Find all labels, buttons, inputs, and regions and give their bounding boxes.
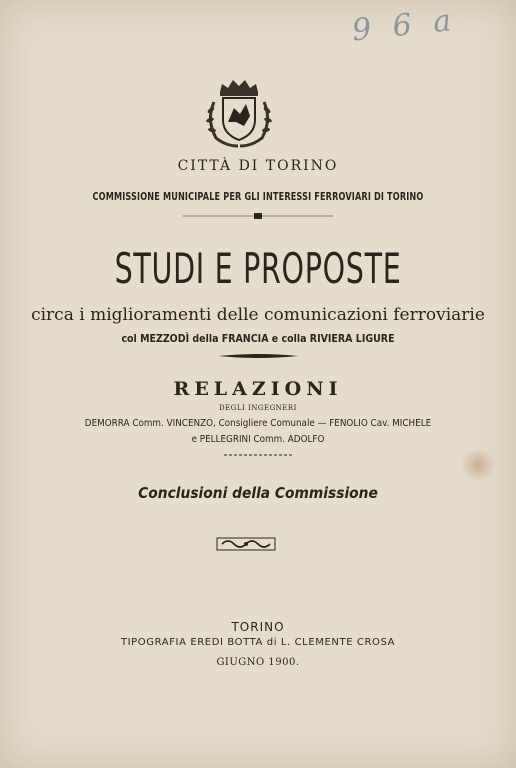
engineers-label: DEGLI INGEGNERI (219, 404, 297, 412)
subtitle-secondary: col MEZZODÌ della FRANCIA e colla RIVIERA LIGURE (121, 332, 395, 345)
imprint-printer: TIPOGRAFIA EREDI BOTTA di L. CLEMENTE CROSA (120, 637, 396, 648)
ornamental-divider-icon (216, 534, 276, 554)
commission-heading: COMMISSIONE MUNICIPALE PER GLI INTERESSI FERROVIARI DI TORINO (92, 190, 424, 203)
conclusions-heading: Conclusioni della Commissione (138, 484, 378, 502)
ornamental-divider-icon (224, 452, 292, 458)
authors-line-1: DEMORRA Comm. VINCENZO, Consigliere Comunale — FENOLIO Cav. MICHELE (84, 418, 432, 429)
ornamental-divider-icon (183, 212, 333, 220)
city-heading: CITTÀ DI TORINO (177, 158, 339, 174)
imprint-place: TORINO (231, 620, 285, 634)
imprint-date: GIUGNO 1900. (216, 657, 300, 668)
coat-of-arms-crest-icon (198, 72, 280, 154)
reports-heading: RELAZIONI (173, 378, 343, 400)
subtitle: circa i miglioramenti delle comunicazioni ferroviarie (31, 305, 485, 325)
page-title: STUDI E PROPOSTE (114, 244, 402, 293)
authors-line-2: e PELLEGRINI Comm. ADOLFO (191, 434, 325, 445)
paper-stain (458, 450, 498, 480)
ornamental-divider-icon (218, 353, 298, 359)
handwritten-note: 9 6 a (350, 2, 459, 49)
